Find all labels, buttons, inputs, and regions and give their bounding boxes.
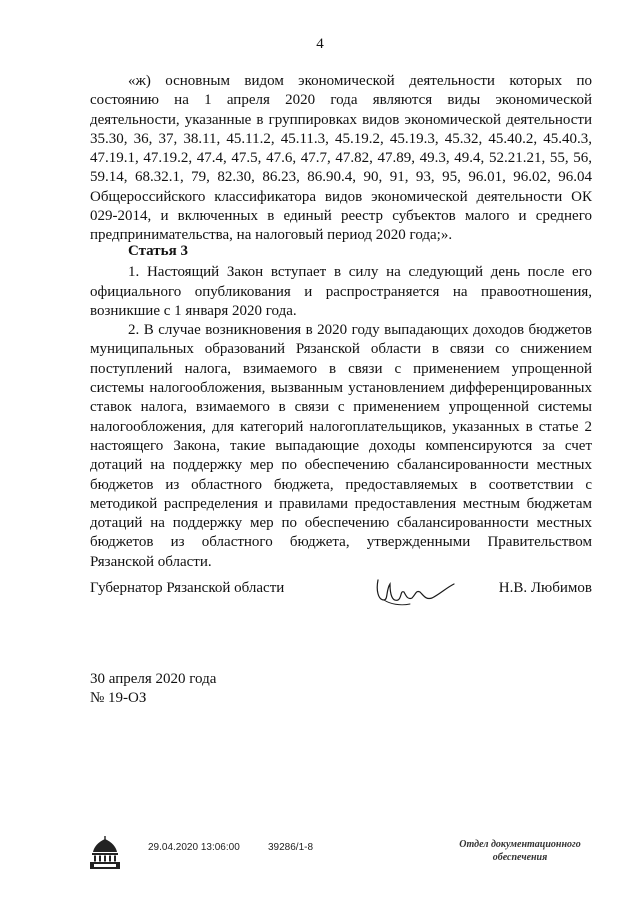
article-3 bbox=[90, 242, 592, 572]
handwritten-signature bbox=[370, 570, 456, 610]
department-stamp bbox=[436, 838, 604, 864]
law-date: 30 апреля 2020 года bbox=[90, 671, 217, 687]
law-number: № 19-ОЗ bbox=[90, 690, 147, 707]
footer-registration-number: 39286/1-8 bbox=[268, 842, 314, 853]
amendment-clause bbox=[90, 72, 592, 246]
signatory-name: Н.В. Любимов bbox=[498, 580, 592, 596]
duma-logo-icon bbox=[86, 836, 124, 870]
article-heading: Статья 3 bbox=[128, 243, 188, 259]
stamp-line-2: обеспечения bbox=[492, 852, 548, 863]
clause-text: «ж) основным видом экономической деятельности которых по состоянию на 1 апреля 2020 года являются виды экономической деятельности, указанные в группировках видов экономической деятельности 35.30, 36, 37, 38.11, 45.11.2, 45.11.3, 45.19.2, 45.19.3, 45.32, 45.40.2, 45.40.3, 47.19.1, 47.19.2, 47.4, 47.5, 47.6, 47.7, 47.82, 47.89, 49.3, 49.4, 52.21.21, 55, 56, 59.14, 68.32.1, 79, 82.30, 86.23, 86.90.4, 90, 91, 93, 95, 96.01, 96.02, 96.04 Общероссийского классификатора видов экономической деятельности ОК 029-2014, и включенных в единый реестр субъектов малого и среднего предпринимательства, на налоговый период 2020 года;». bbox=[90, 73, 592, 244]
article-paragraph-1: 1. Настоящий Закон вступает в силу на следующий день после его официального опубликования и распространяется на правоотношения, возникшие с 1 января 2020 года. bbox=[90, 264, 592, 319]
signature-row bbox=[90, 578, 592, 618]
stamp-line-1: Отдел документационного bbox=[459, 839, 581, 850]
article-paragraph-2: 2. В случае возникновения в 2020 году выпадающих доходов бюджетов муниципальных образований Рязанской области в связи со снижением поступлений налога, взимаемого в связи с применением упрощенной системы налогообложения, вызванным установлением дифференцированных ставок налога, взимаемого в связи с применением упрощенной системы налогообложения, для категорий налогоплательщиков, указанных в статье 2 настоящего Закона, такие выпадающие доходы компенсируются за счет дотаций на поддержку мер по обеспечению сбалансированности местных бюджетов из областного бюджета, предоставляемых в соответствии с методикой распределения и правилами предоставления местным бюджетам дотаций на поддержку мер по обеспечению сбалансированности местных бюджетов из областного бюджета, утвержденными Правительством Рязанской области. bbox=[90, 322, 592, 570]
date-block bbox=[90, 670, 216, 709]
signatory-title: Губернатор Рязанской области bbox=[90, 580, 285, 596]
page-number: 4 bbox=[316, 36, 324, 52]
footer-timestamp: 29.04.2020 13:06:00 bbox=[148, 842, 240, 853]
